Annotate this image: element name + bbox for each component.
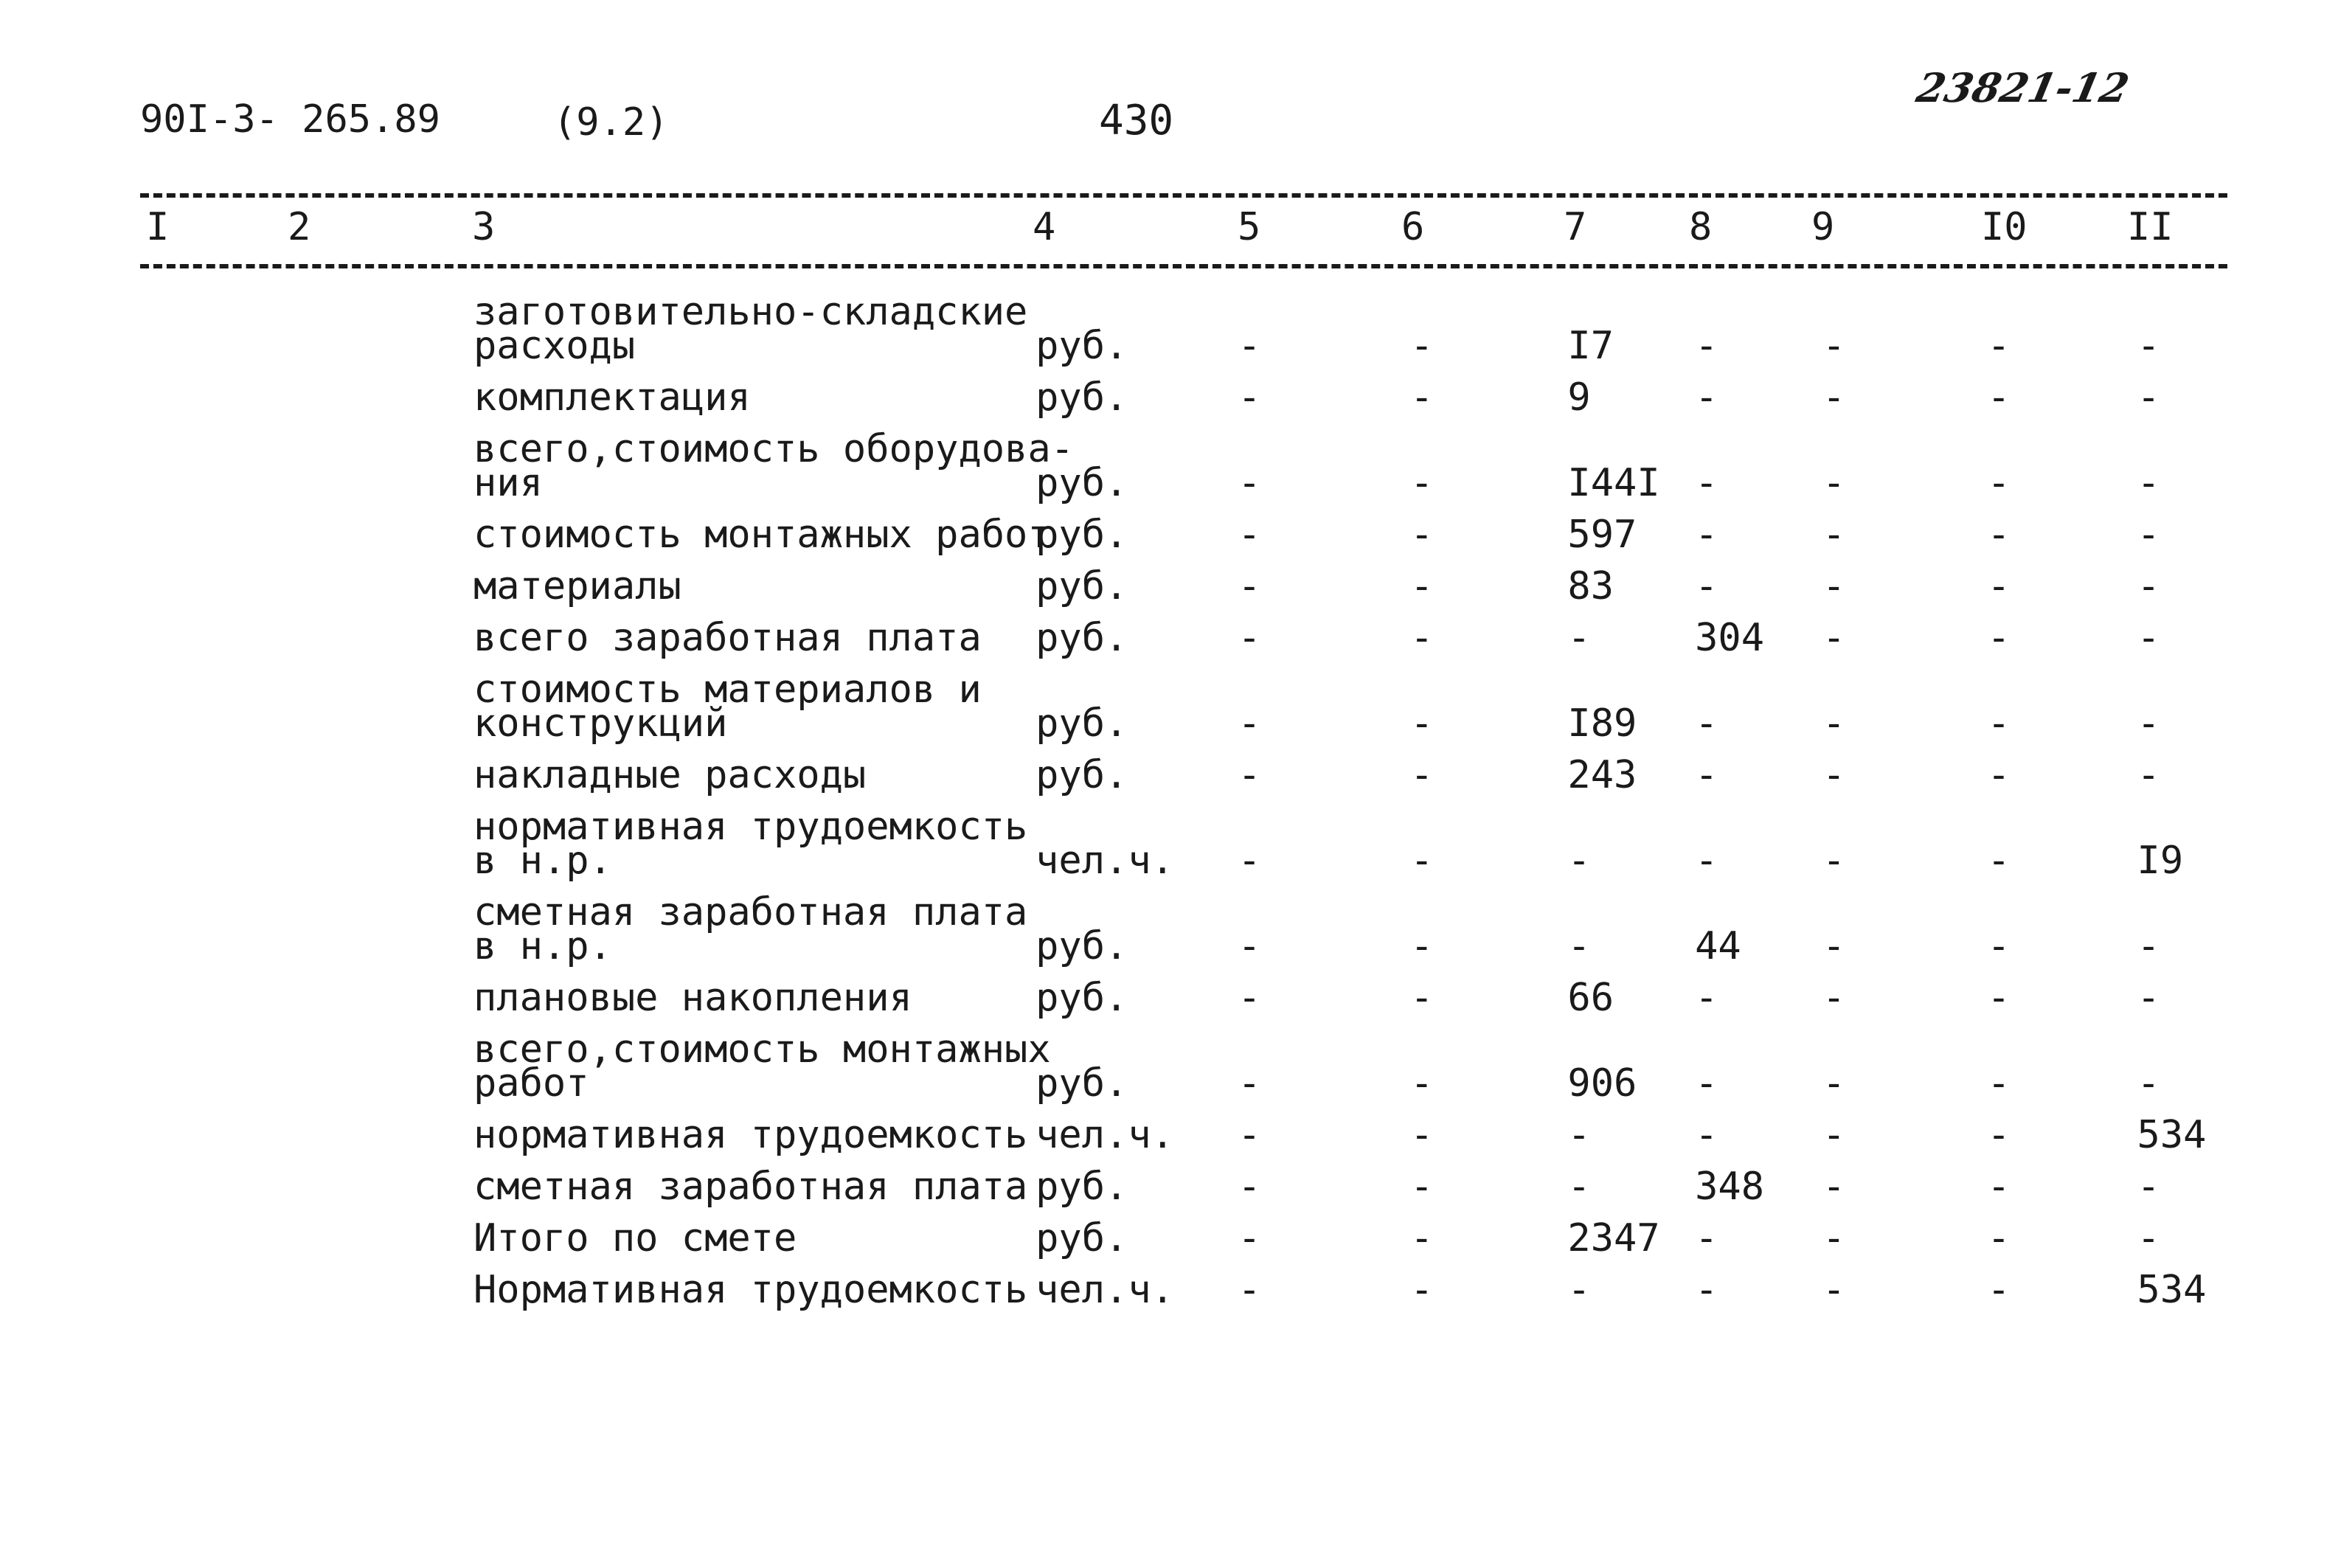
row-value-c9: - <box>1822 701 1846 746</box>
row-value-c6: - <box>1410 324 1434 368</box>
row-value-c7: 906 <box>1567 1061 1637 1106</box>
table-row <box>0 414 2249 500</box>
row-value-c11: - <box>2137 1165 2160 1209</box>
row-value-c7: 2347 <box>1567 1216 1660 1260</box>
row-unit: чел.ч. <box>1035 839 1174 883</box>
row-value-c8: 44 <box>1695 924 1741 968</box>
row-value-c9: - <box>1822 1216 1846 1260</box>
row-value-c10: - <box>1987 924 2011 968</box>
row-value-c10: - <box>1987 976 2011 1020</box>
row-unit: руб. <box>1035 1061 1128 1106</box>
row-value-c8: - <box>1695 513 1718 557</box>
row-unit: руб. <box>1035 976 1128 1020</box>
row-value-c8: - <box>1695 1268 1718 1312</box>
table-row <box>0 655 2249 740</box>
row-value-c5: - <box>1238 375 1261 420</box>
column-header-9: 9 <box>1811 205 1835 249</box>
row-value-c9: - <box>1822 839 1846 883</box>
row-value-c7: - <box>1567 1113 1591 1157</box>
row-value-c7: 9 <box>1567 375 1591 420</box>
row-value-c5: - <box>1238 1268 1261 1312</box>
row-value-c8: - <box>1695 375 1718 420</box>
table-row <box>0 792 2249 878</box>
row-value-c5: - <box>1238 839 1261 883</box>
row-value-c5: - <box>1238 324 1261 368</box>
row-item-name: Нормативная трудоемкость <box>473 1268 1028 1312</box>
table-row <box>0 740 2249 792</box>
row-value-c11: - <box>2137 616 2160 660</box>
row-value-c10: - <box>1987 324 2011 368</box>
table-top-rule <box>140 193 2227 198</box>
document-code: 90I-3- 265.89 <box>140 97 440 142</box>
row-value-c10: - <box>1987 1268 2011 1312</box>
row-item-name: Итого по смете <box>473 1216 797 1260</box>
row-value-c11: - <box>2137 1216 2160 1260</box>
row-value-c11: - <box>2137 753 2160 797</box>
row-item-name: накладные расходы <box>473 753 867 797</box>
row-value-c7: 243 <box>1567 753 1637 797</box>
page-number: 430 <box>1099 97 1174 145</box>
row-value-c7: - <box>1567 839 1591 883</box>
row-value-c8: - <box>1695 839 1718 883</box>
row-value-c10: - <box>1987 753 2011 797</box>
row-value-c8: - <box>1695 1061 1718 1106</box>
row-unit: руб. <box>1035 701 1128 746</box>
table-header-rule <box>140 264 2227 268</box>
row-value-c8: - <box>1695 1216 1718 1260</box>
row-value-c8: - <box>1695 753 1718 797</box>
row-item-name: заготовительно-складские расходы <box>473 290 1028 368</box>
row-value-c10: - <box>1987 375 2011 420</box>
row-value-c5: - <box>1238 1165 1261 1209</box>
table-row <box>0 1015 2249 1100</box>
row-value-c5: - <box>1238 1216 1261 1260</box>
row-value-c8: - <box>1695 1113 1718 1157</box>
row-value-c11: - <box>2137 461 2160 505</box>
row-value-c6: - <box>1410 564 1434 608</box>
row-value-c6: - <box>1410 1216 1434 1260</box>
row-value-c5: - <box>1238 1061 1261 1106</box>
row-unit: руб. <box>1035 513 1128 557</box>
row-unit: руб. <box>1035 753 1128 797</box>
row-value-c11: - <box>2137 1061 2160 1106</box>
row-value-c10: - <box>1987 701 2011 746</box>
row-value-c8: 348 <box>1695 1165 1765 1209</box>
row-value-c6: - <box>1410 976 1434 1020</box>
row-item-name: материалы <box>473 564 681 608</box>
row-value-c7: - <box>1567 1268 1591 1312</box>
table-row <box>0 1152 2249 1204</box>
row-value-c11: 534 <box>2137 1113 2207 1157</box>
column-header-11: II <box>2127 205 2174 249</box>
row-value-c8: - <box>1695 564 1718 608</box>
table-row <box>0 295 2249 363</box>
row-value-c11: - <box>2137 701 2160 746</box>
row-value-c9: - <box>1822 924 1846 968</box>
table-row <box>0 603 2249 655</box>
row-unit: руб. <box>1035 1165 1128 1209</box>
row-value-c5: - <box>1238 753 1261 797</box>
row-item-name: всего,стоимость монтажных работ <box>473 1027 1051 1106</box>
row-item-name: стоимость материалов и конструкций <box>473 667 982 746</box>
row-item-name: сметная заработная плата <box>473 1165 1028 1209</box>
row-value-c5: - <box>1238 564 1261 608</box>
row-value-c11: - <box>2137 976 2160 1020</box>
row-item-name: всего заработная плата <box>473 616 982 660</box>
row-value-c6: - <box>1410 701 1434 746</box>
row-value-c10: - <box>1987 513 2011 557</box>
row-value-c6: - <box>1410 513 1434 557</box>
column-header-8: 8 <box>1689 205 1713 249</box>
row-unit: руб. <box>1035 1216 1128 1260</box>
row-value-c5: - <box>1238 513 1261 557</box>
row-value-c8: - <box>1695 324 1718 368</box>
row-value-c10: - <box>1987 1113 2011 1157</box>
row-value-c5: - <box>1238 616 1261 660</box>
column-header-5: 5 <box>1238 205 1261 249</box>
row-value-c7: 83 <box>1567 564 1614 608</box>
row-item-name: нормативная трудоемкость <box>473 1113 1028 1157</box>
row-item-name: всего,стоимость оборудова- ния <box>473 427 1074 505</box>
row-unit: чел.ч. <box>1035 1268 1174 1312</box>
row-value-c7: 597 <box>1567 513 1637 557</box>
row-value-c10: - <box>1987 1165 2011 1209</box>
row-value-c9: - <box>1822 461 1846 505</box>
row-value-c6: - <box>1410 1113 1434 1157</box>
row-value-c7: I7 <box>1567 324 1614 368</box>
row-value-c9: - <box>1822 753 1846 797</box>
row-value-c7: - <box>1567 924 1591 968</box>
row-value-c7: I44I <box>1567 461 1660 505</box>
row-value-c5: - <box>1238 701 1261 746</box>
row-value-c5: - <box>1238 976 1261 1020</box>
table-row <box>0 363 2249 414</box>
row-value-c8: - <box>1695 461 1718 505</box>
row-unit: руб. <box>1035 564 1128 608</box>
row-value-c9: - <box>1822 1113 1846 1157</box>
table-row <box>0 963 2249 1015</box>
row-value-c5: - <box>1238 924 1261 968</box>
row-value-c6: - <box>1410 1165 1434 1209</box>
row-value-c11: - <box>2137 324 2160 368</box>
row-value-c9: - <box>1822 564 1846 608</box>
row-item-name: стоимость монтажных работ <box>473 513 1051 557</box>
row-unit: чел.ч. <box>1035 1113 1174 1157</box>
row-value-c10: - <box>1987 616 2011 660</box>
row-value-c6: - <box>1410 924 1434 968</box>
column-header-4: 4 <box>1033 205 1056 249</box>
row-value-c6: - <box>1410 461 1434 505</box>
row-value-c5: - <box>1238 1113 1261 1157</box>
row-value-c11: I9 <box>2137 839 2184 883</box>
row-value-c6: - <box>1410 839 1434 883</box>
table-row <box>0 552 2249 603</box>
row-value-c9: - <box>1822 324 1846 368</box>
row-value-c6: - <box>1410 753 1434 797</box>
row-value-c9: - <box>1822 616 1846 660</box>
row-value-c7: - <box>1567 1165 1591 1209</box>
row-value-c9: - <box>1822 1165 1846 1209</box>
row-value-c8: - <box>1695 701 1718 746</box>
row-item-name: сметная заработная плата в н.р. <box>473 890 1028 968</box>
row-unit: руб. <box>1035 375 1128 420</box>
row-unit: руб. <box>1035 924 1128 968</box>
table-row <box>0 1204 2249 1255</box>
row-value-c10: - <box>1987 564 2011 608</box>
row-unit: руб. <box>1035 616 1128 660</box>
row-value-c9: - <box>1822 976 1846 1020</box>
table-row <box>0 1100 2249 1152</box>
column-header-2: 2 <box>288 205 311 249</box>
row-unit: руб. <box>1035 324 1128 368</box>
column-header-10: I0 <box>1981 205 2027 249</box>
row-value-c6: - <box>1410 1268 1434 1312</box>
column-header-6: 6 <box>1401 205 1425 249</box>
row-item-name: комплектация <box>473 375 751 420</box>
estimate-table <box>0 290 2249 1312</box>
row-value-c9: - <box>1822 513 1846 557</box>
row-value-c6: - <box>1410 616 1434 660</box>
row-value-c11: - <box>2137 564 2160 608</box>
row-value-c11: 534 <box>2137 1268 2207 1312</box>
table-row <box>0 878 2249 963</box>
row-value-c5: - <box>1238 461 1261 505</box>
row-value-c8: 304 <box>1695 616 1765 660</box>
row-value-c10: - <box>1987 1061 2011 1106</box>
column-header-1: I <box>146 205 170 249</box>
table-row <box>0 500 2249 552</box>
row-item-name: плановые накопления <box>473 976 912 1020</box>
row-value-c9: - <box>1822 1061 1846 1106</box>
table-row <box>0 1255 2249 1307</box>
row-value-c6: - <box>1410 1061 1434 1106</box>
section-number: (9.2) <box>553 100 669 145</box>
archive-number: 23821-12 <box>1912 64 2134 111</box>
row-value-c6: - <box>1410 375 1434 420</box>
row-value-c7: I89 <box>1567 701 1637 746</box>
row-value-c9: - <box>1822 1268 1846 1312</box>
row-value-c9: - <box>1822 375 1846 420</box>
row-value-c11: - <box>2137 375 2160 420</box>
row-value-c10: - <box>1987 839 2011 883</box>
row-value-c7: - <box>1567 616 1591 660</box>
row-value-c10: - <box>1987 1216 2011 1260</box>
row-value-c7: 66 <box>1567 976 1614 1020</box>
column-header-3: 3 <box>472 205 496 249</box>
row-unit: руб. <box>1035 461 1128 505</box>
row-value-c11: - <box>2137 924 2160 968</box>
row-value-c11: - <box>2137 513 2160 557</box>
row-item-name: нормативная трудоемкость в н.р. <box>473 805 1028 883</box>
column-header-7: 7 <box>1564 205 1587 249</box>
row-value-c8: - <box>1695 976 1718 1020</box>
row-value-c10: - <box>1987 461 2011 505</box>
